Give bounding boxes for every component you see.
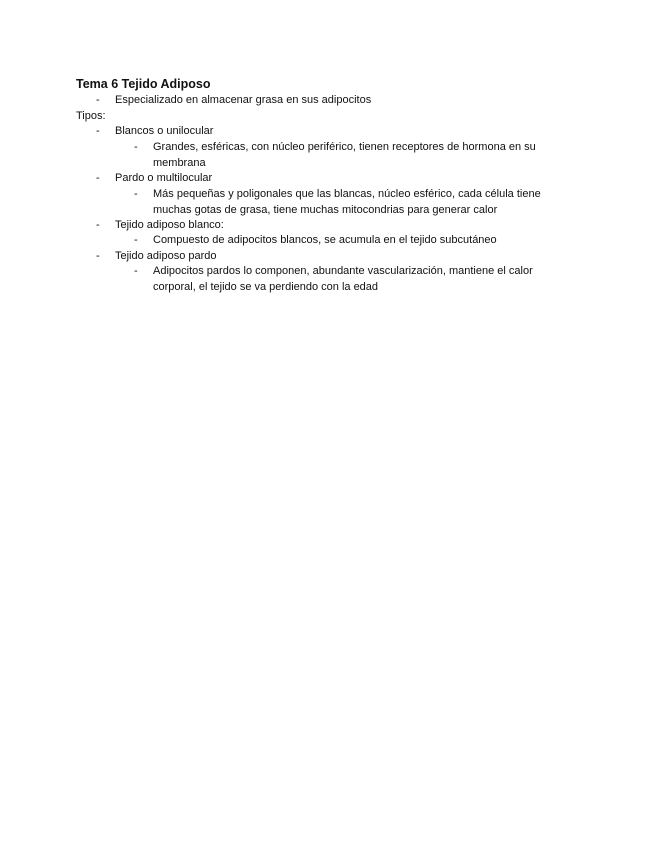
sub-bullet-dash: - <box>134 188 138 200</box>
sub-bullet-dash: - <box>134 265 138 277</box>
types-label: Tipos: <box>76 110 106 122</box>
type-detail: Grandes, esféricas, con núcleo periférico, tienen receptores de hormona en su membrana <box>153 141 536 169</box>
type-detail: Más pequeñas y poligonales que las blancas, núcleo esférico, cada célula tiene muchas gotas de grasa, tiene muchas mitocondrias para generar calor <box>153 188 541 216</box>
bullet-dash: - <box>96 172 100 184</box>
type-label: Tejido adiposo blanco: <box>115 219 224 231</box>
type-detail: Compuesto de adipocitos blancos, se acumula en el tejido subcutáneo <box>153 234 497 246</box>
document-title: Tema 6 Tejido Adiposo <box>76 77 211 91</box>
bullet-dash: - <box>96 125 100 137</box>
bullet-dash: - <box>96 219 100 231</box>
type-label: Tejido adiposo pardo <box>115 250 217 262</box>
intro-bullet-text: Especializado en almacenar grasa en sus adipocitos <box>115 94 372 106</box>
type-detail: Adipocitos pardos lo componen, abundante vascularización, mantiene el calor corporal, el tejido se va perdiendo con la edad <box>153 265 533 293</box>
sub-bullet-dash: - <box>134 141 138 153</box>
type-label: Blancos o unilocular <box>115 125 214 137</box>
sub-bullet-dash: - <box>134 234 138 246</box>
bullet-dash: - <box>96 94 100 106</box>
type-label: Pardo o multilocular <box>115 172 213 184</box>
bullet-dash: - <box>96 250 100 262</box>
